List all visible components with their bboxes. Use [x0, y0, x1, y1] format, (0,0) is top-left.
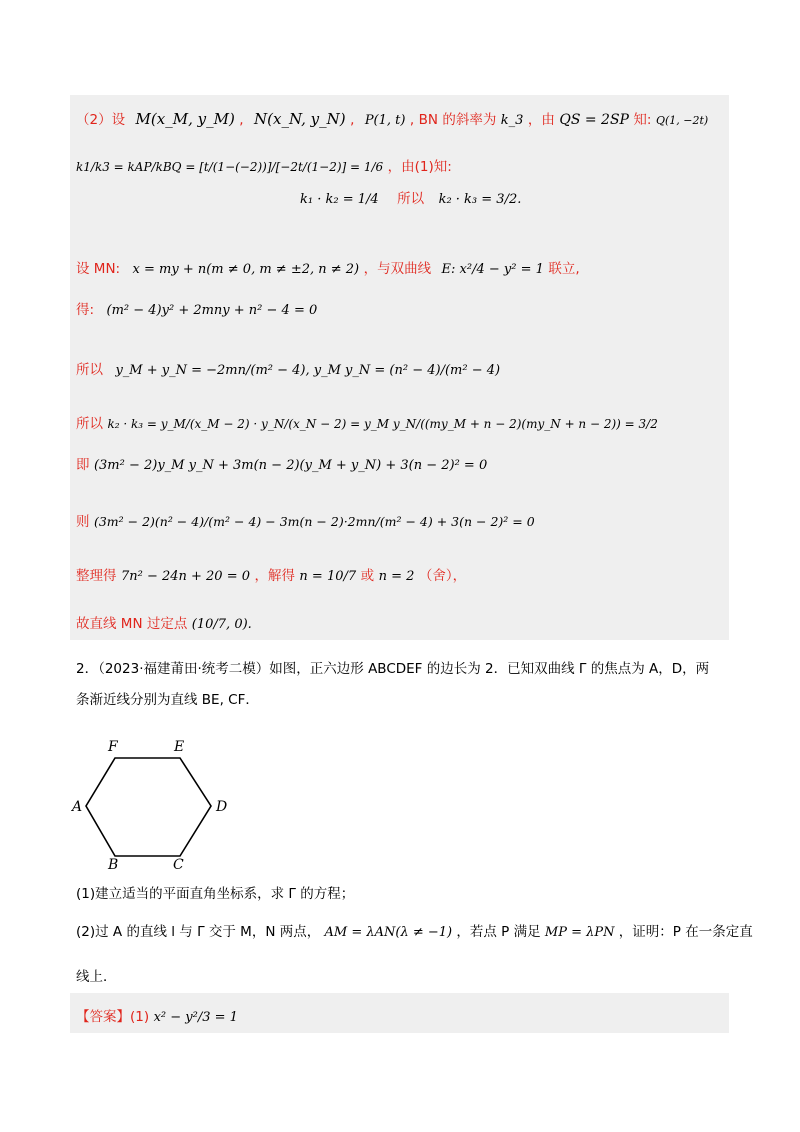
zhengli-text: 整理得 [76, 568, 117, 584]
with-hyperbola-text: ，与双曲线 [363, 261, 432, 277]
simplified-eq: (3m² − 2)y_M y_N + 3m(n − 2)(y_M + y_N) + 3(n − 2)² = 0 [93, 458, 488, 473]
vector-am: AM = λAN(λ ≠ −1) [324, 925, 453, 940]
question-2 [76, 920, 753, 940]
line-mn-eq: x = my + n(m ≠ 0, m ≠ ±2, n ≠ 2) [132, 262, 360, 277]
combine-text: 联立, [548, 261, 580, 277]
slope-ratio-eq: k1/k3 = kAP/kBQ = [t/(1−(−2))]/[−2t/(1−2)] = 1/6 [76, 160, 384, 174]
vertex-D: D [216, 799, 228, 815]
answer-equation: x² − y²/3 = 1 [153, 1010, 238, 1025]
zhi-text: 知: [633, 112, 652, 128]
set-mn-text: 设 MN: [76, 261, 121, 277]
problem2-line-2: 条渐近线分别为直线 BE, CF． [76, 692, 259, 708]
fixed-point: (10/7, 0). [191, 617, 252, 632]
solution-line-2 [76, 155, 452, 175]
point-P: P(1, t) [364, 113, 406, 128]
vector-relation: QS = 2SP [559, 112, 629, 128]
k2k3-expanded-eq: k₂ · k₃ = y_M/(x_M − 2) · y_N/(x_N − 2) = y_M y_N/((my_M + n − 2)(my_N + n − 2)) = 3/2 [107, 417, 658, 431]
ze-text: 则 [76, 514, 90, 530]
root-2: n = 2 [378, 569, 415, 584]
jiede-text: ，解得 [254, 568, 295, 584]
question-2-part-a: (2)过 A 的直线 l 与 Γ 交于 M，N 两点， [76, 924, 321, 940]
solution-line-8 [76, 510, 535, 530]
slope-k3: k_3 [500, 113, 524, 128]
root-1: n = 10/7 [299, 569, 357, 584]
substituted-eq: (3m² − 2)(n² − 4)/(m² − 4) − 3m(n − 2)·2mn/(m² − 4) + 3(n − 2)² = 0 [93, 514, 535, 529]
solution-line-3 [76, 257, 580, 277]
solution-line-5 [76, 358, 500, 378]
solution-line-10 [76, 612, 252, 632]
problem2-line-1: 2．（2023·福建莆田·统考二模）如图，正六边形 ABCDEF 的边长为 2．已知双曲线 Γ 的焦点为 A，D，两 [76, 661, 710, 677]
point-N: N(x_N, y_N) [254, 110, 346, 128]
solution-line-2b [300, 187, 521, 207]
point-Q: Q(1, −2t) [655, 114, 709, 127]
you-text: 由 [541, 112, 555, 128]
ji-text: 即 [76, 457, 90, 473]
suoyi-text-2: 所以 [76, 362, 103, 378]
or-text: 或 [360, 568, 375, 584]
conclusion-text: 故直线 MN 过定点 [76, 616, 188, 632]
vertex-C: C [173, 857, 184, 870]
vertex-E: E [174, 739, 185, 755]
hyperbola-eq: E: x²/4 − y² = 1 [441, 262, 544, 277]
point-M: M(x_M, y_M) [135, 110, 235, 128]
vieta-eq: y_M + y_N = −2mn/(m² − 4), y_M y_N = (n² − 4)/(m² − 4) [115, 363, 501, 378]
suoyi-text: 所以 [397, 191, 425, 207]
answer-label: 【答案】(1) [76, 1009, 150, 1025]
question-2-part-b: ，若点 P 满足 [456, 924, 541, 940]
vector-mp: MP = λPN [544, 925, 615, 940]
hexagon-shape [86, 758, 211, 856]
k1k2-eq: k₁ · k₂ = 1/4 [300, 192, 379, 207]
solution-line-6 [76, 412, 658, 432]
question-2-part-c: ，证明：P 在一条定直 [618, 924, 753, 940]
quadratic-eq: (m² − 4)y² + 2mny + n² − 4 = 0 [106, 303, 318, 318]
hexagon-figure [70, 735, 240, 870]
vertex-F: F [108, 739, 118, 755]
answer-line [76, 1005, 238, 1025]
final-quadratic: 7n² − 24n + 20 = 0 [120, 569, 251, 584]
question-1: (1)建立适当的平面直角坐标系，求 Γ 的方程； [76, 886, 355, 902]
from-part1-text: ，由(1)知: [387, 159, 452, 175]
vertex-B: B [108, 857, 119, 870]
vertex-A: A [72, 799, 83, 815]
suoyi-text-3: 所以 [76, 416, 103, 432]
discard-text: （舍）， [418, 568, 467, 584]
k2k3-eq: k₂ · k₃ = 3/2. [438, 192, 522, 207]
solution-line-9 [76, 564, 466, 584]
de-text: 得: [76, 302, 95, 318]
question-2-cont: 线上． [76, 969, 117, 985]
part-label: （2）设 [76, 112, 126, 128]
solution-line-4 [76, 298, 317, 318]
solution-line-1: （2）设 M(x_M, y_M) , N(x_N, y_N) , P(1, t) , BN 的斜率为 k_3 ，由 QS = 2SP 知: Q(1, −2t) [76, 110, 709, 128]
slope-text: BN 的斜率为 [418, 112, 497, 128]
solution-line-7 [76, 453, 487, 473]
